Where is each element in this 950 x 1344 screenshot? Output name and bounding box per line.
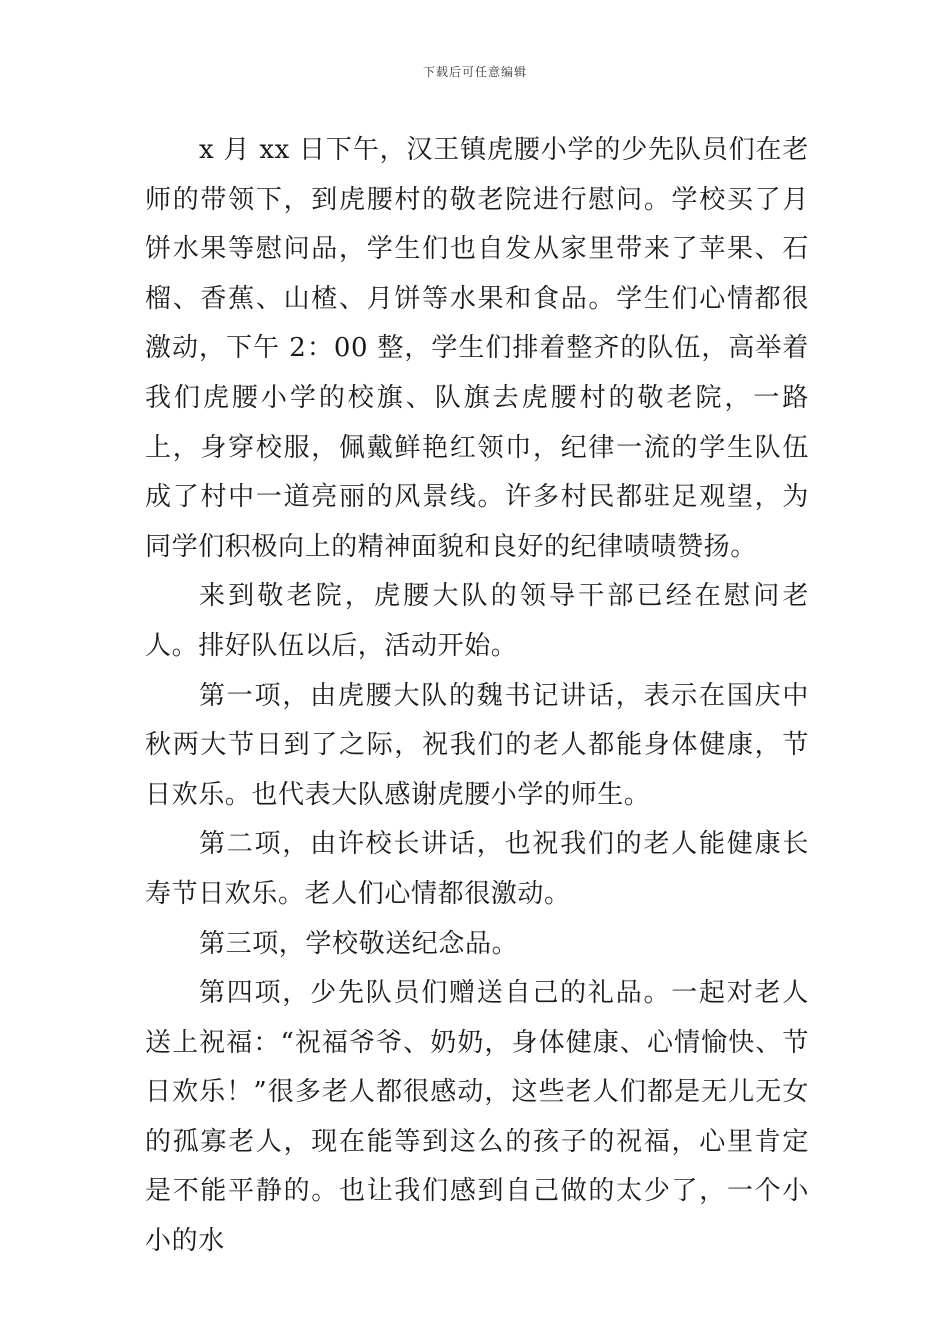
paragraph-item-one: 第一项，由虎腰大队的魏书记讲话，表示在国庆中秋两大节日到了之际，祝我们的老人都能身体健康，节日欢乐。也代表大队感谢虎腰小学的师生。 — [145, 680, 809, 810]
paragraph-arrival: 来到敬老院，虎腰大队的领导干部已经在慰问老人。排好队伍以后，活动开始。 — [145, 581, 809, 661]
paragraph-item-two: 第二项，由许校长讲话，也祝我们的老人能健康长寿节日欢乐。老人们心情都很激动。 — [145, 829, 809, 909]
download-note: 下载后可任意编辑 — [422, 65, 527, 79]
document-body — [145, 126, 809, 1267]
paragraph-item-four: 第四项，少先队员们赠送自己的礼品。一起对老人送上祝福：“祝福爷爷、奶奶，身体健康、心情愉快、节日欢乐！”很多老人都很感动，这些老人们都是无儿无女的孤寡老人，现在能等到这么的孩子的祝福，心里肯定是不能平静的。也让我们感到自己做的太少了，一个小小的水 — [145, 978, 809, 1257]
paragraph-visit-overview: x 月 xx 日下午，汉王镇虎腰小学的少先队员们在老师的带领下，到虎腰村的敬老院进行慰问。学校买了月饼水果等慰问品，学生们也自发从家里带来了苹果、石榴、香蕉、山楂、月饼等水果和食品。学生们心情都很激动，下午 2：00 整，学生们排着整齐的队伍，高举着我们虎腰小学的校旗、队旗去虎腰村的敬老院，一路上，身穿校服，佩戴鲜艳红领巾，纪律一流的学生队伍成了村中一道亮丽的风景线。许多村民都驻足观望，为同学们积极向上的精神面貌和良好的纪律啧啧赞扬。 — [145, 135, 809, 562]
paragraph-item-three: 第三项，学校敬送纪念品。 — [199, 928, 519, 959]
